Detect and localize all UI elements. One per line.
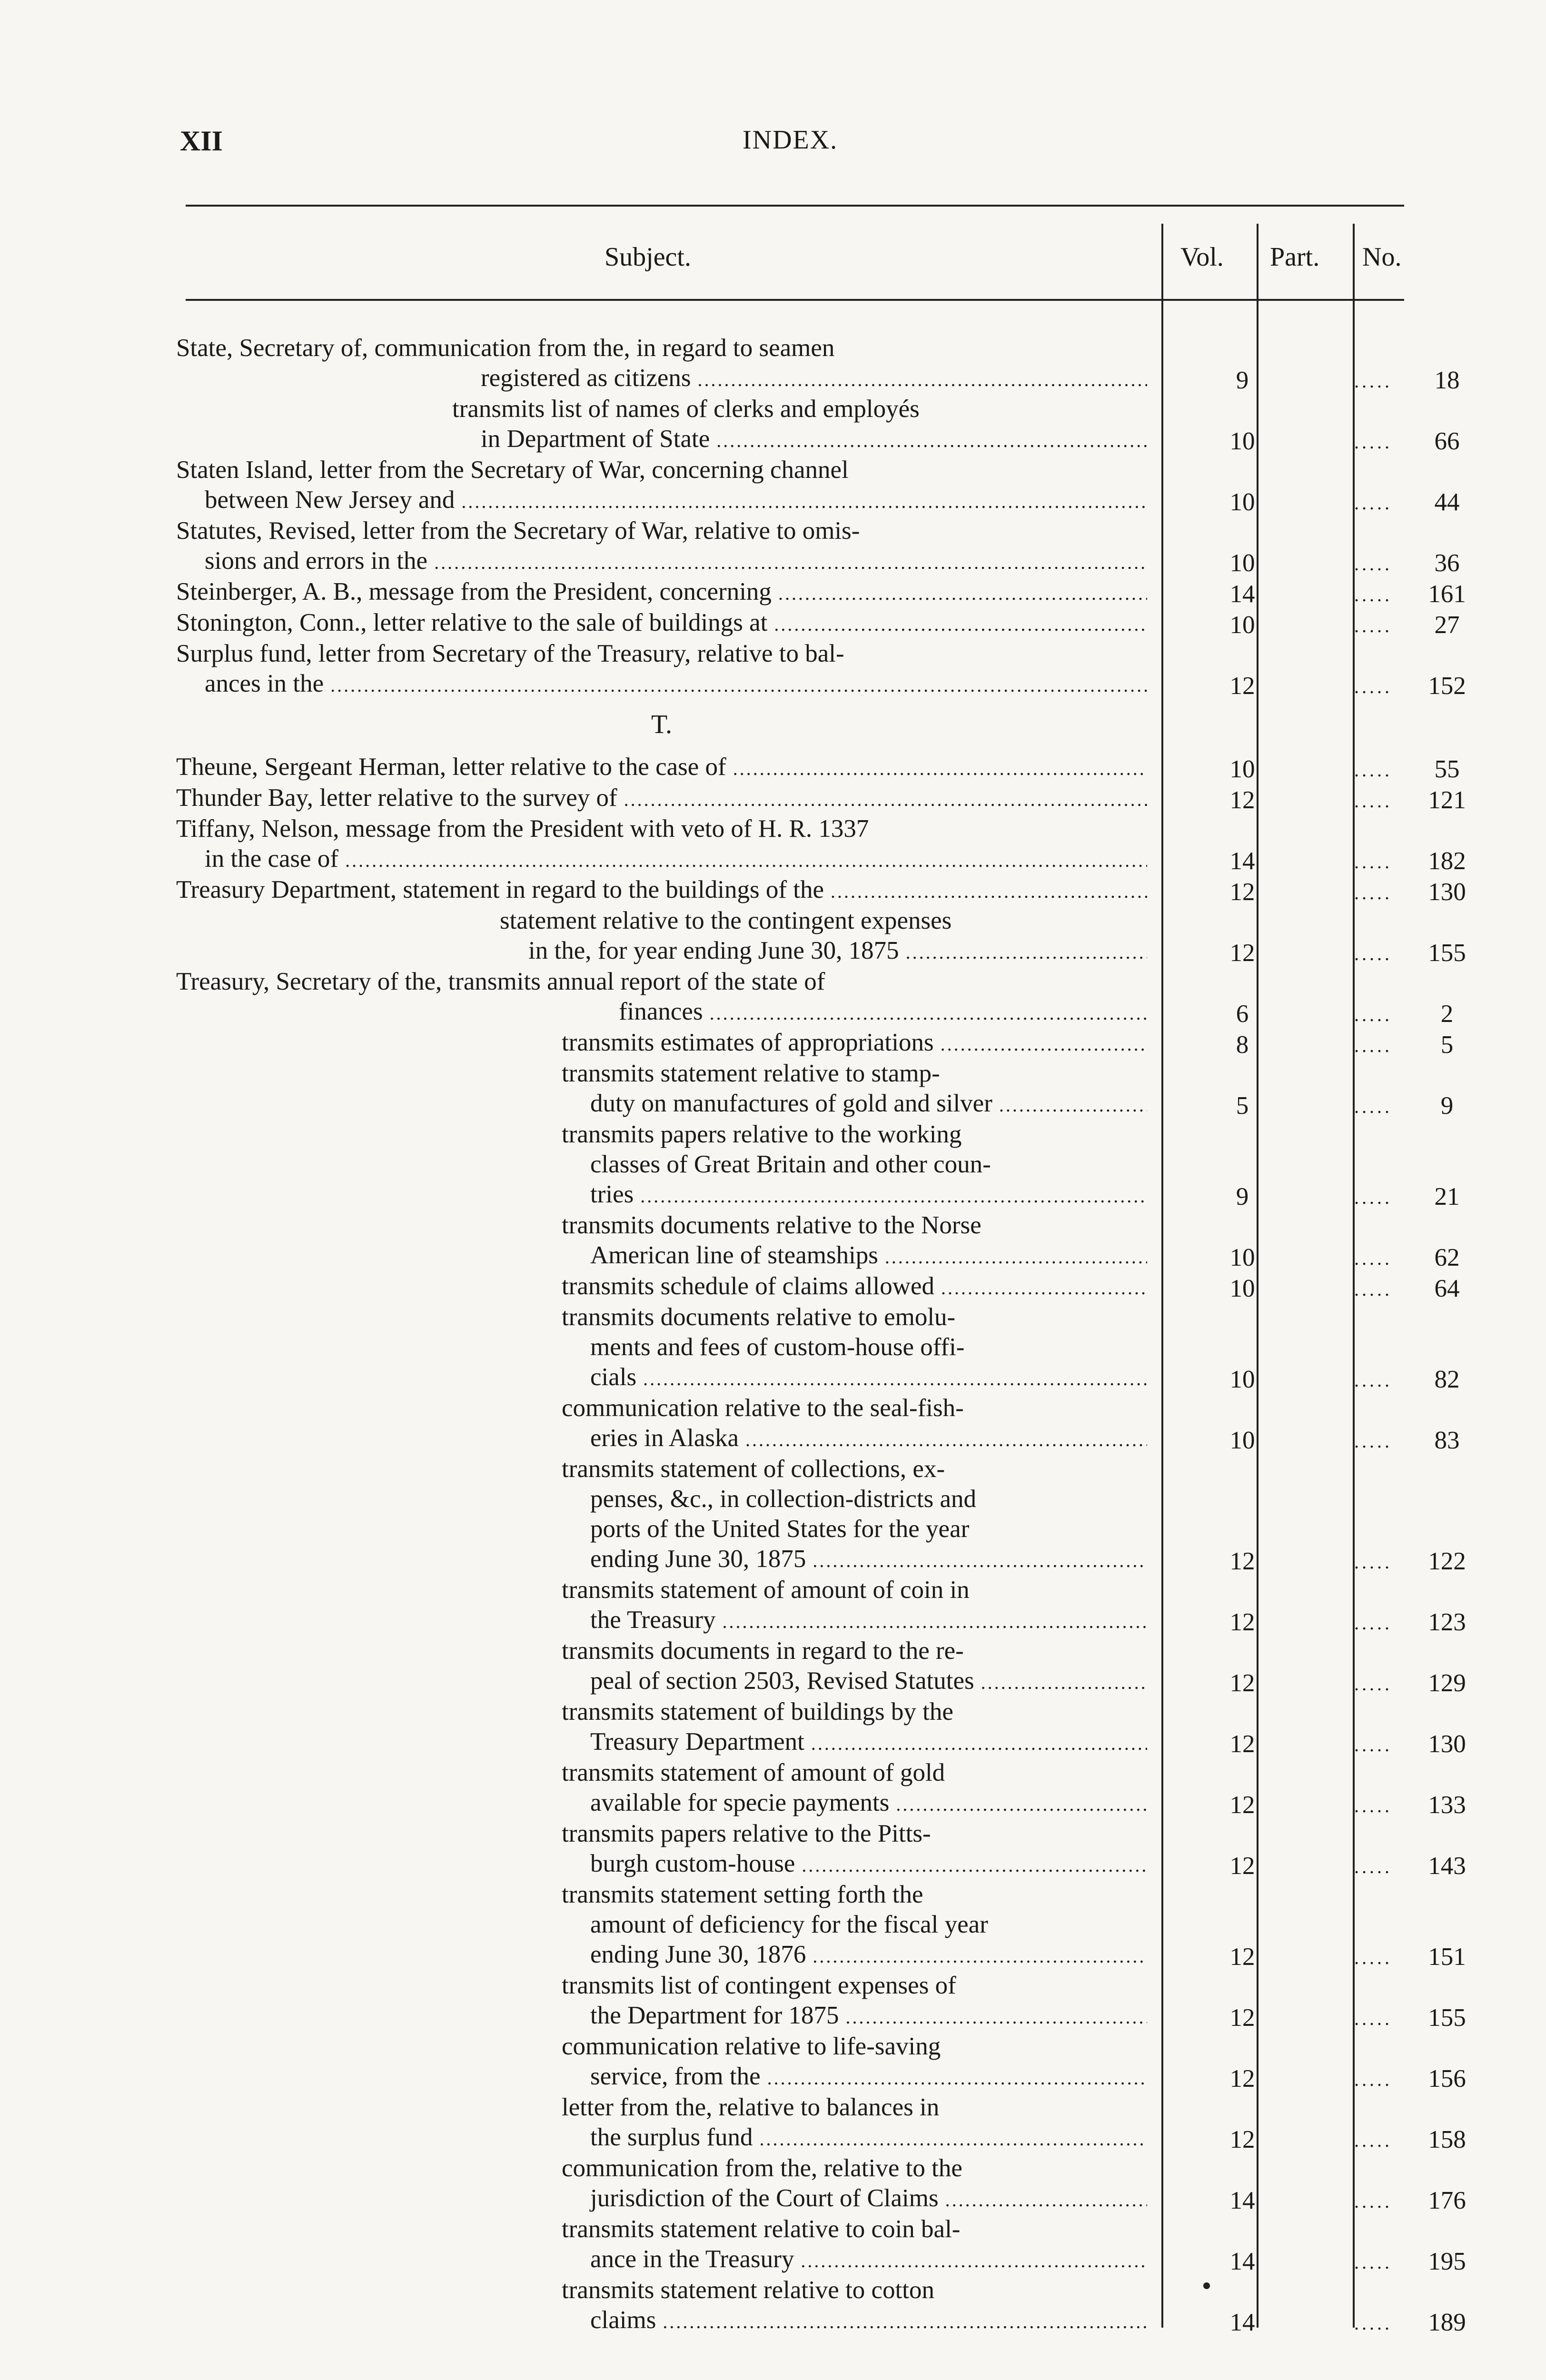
entry-subject (176, 1454, 1147, 1576)
entry-subject (176, 639, 1147, 700)
entry-part-leader: ..... (1354, 1795, 1392, 1816)
entry-subject (176, 752, 1147, 783)
subject-line: communication relative to the seal-fish- (562, 1394, 964, 1422)
subject-line: communication from the, relative to the (562, 2154, 962, 2182)
entry-volume: 10 (1229, 427, 1255, 455)
entry-number: 151 (1428, 1943, 1466, 1971)
subject-line: transmits papers relative to the Pitts- (562, 1820, 931, 1847)
entry-number: 195 (1428, 2248, 1466, 2275)
entry-subject (176, 455, 1147, 516)
entry-number: 9 (1440, 1092, 1454, 1120)
subject-line: ports of the United States for the year (590, 1515, 970, 1543)
subject-line: the surplus fund ..... (176, 2122, 1147, 2154)
entry-volume: 14 (1229, 2248, 1255, 2275)
entry-part-leader: ..... (1354, 1004, 1392, 1025)
header-bottom-rule (186, 299, 1404, 301)
subject-line: the Treasury ..... (176, 1605, 1147, 1636)
page-folio: XII (180, 125, 223, 157)
subject-line: Stonington, Conn., letter relative to the sale of buildings at ..... (176, 608, 1147, 639)
entry-subject (176, 967, 1147, 1028)
entry-volume: 12 (1229, 1669, 1255, 1697)
entry-subject (176, 1028, 1147, 1059)
entry-volume: 14 (1229, 847, 1255, 875)
entry-volume: 5 (1236, 1092, 1249, 1120)
entry-subject (176, 1697, 1147, 1758)
entry-part-leader: ..... (1354, 1279, 1392, 1300)
entry-part-leader: ..... (1354, 553, 1392, 575)
entry-subject (176, 608, 1147, 639)
entry-number: 82 (1434, 1366, 1460, 1393)
entry-part-leader: ..... (1354, 1673, 1392, 1695)
entry-volume: 12 (1229, 2065, 1255, 2092)
entry-part-leader: ..... (1354, 2008, 1392, 2029)
entry-part-leader: ..... (1354, 1369, 1392, 1391)
entry-volume: 10 (1229, 1244, 1255, 1271)
subject-line: ance in the Treasury ..... (176, 2244, 1147, 2276)
entry-number: 189 (1428, 2309, 1466, 2336)
subject-line: transmits estimates of appropriations ..... (176, 1028, 1147, 1059)
entry-number: 133 (1428, 1791, 1466, 1819)
entry-number: 130 (1428, 1730, 1466, 1758)
entry-number: 66 (1434, 427, 1460, 455)
entry-subject (176, 2153, 1147, 2215)
subject-line: State, Secretary of, communication from the, in regard to seamen (176, 334, 835, 362)
entry-number: 182 (1428, 847, 1466, 875)
entry-number: 143 (1428, 1852, 1466, 1880)
entry-volume: 12 (1229, 1943, 1255, 1971)
entry-part-leader: ..... (1354, 2191, 1392, 2212)
subject-line: classes of Great Britain and other coun- (590, 1150, 991, 1178)
subject-line: transmits papers relative to the working (562, 1121, 962, 1148)
entry-subject (176, 1271, 1147, 1303)
entry-number: 18 (1434, 367, 1460, 394)
subject-line: communication relative to life-saving (562, 2033, 941, 2060)
entry-subject (176, 1059, 1147, 1120)
section-letter: T. (651, 710, 673, 739)
entry-number: 158 (1428, 2126, 1466, 2153)
column-header-vol: Vol. (1180, 242, 1224, 272)
vol-column-divider (1161, 224, 1163, 2328)
subject-line: jurisdiction of the Court of Claims ..... (176, 2183, 1147, 2215)
entry-subject (176, 2092, 1147, 2154)
subject-line: transmits documents in regard to the re- (562, 1637, 964, 1665)
subject-line: Statutes, Revised, letter from the Secretary of War, relative to omis- (176, 517, 860, 545)
entry-volume: 12 (1229, 1608, 1255, 1636)
entry-part-leader: ..... (1354, 759, 1392, 781)
subject-line: burgh custom-house ..... (176, 1849, 1147, 1880)
entry-volume: 12 (1229, 1852, 1255, 1880)
entry-subject (176, 1302, 1147, 1394)
entry-subject (176, 875, 1147, 906)
entry-number: 44 (1434, 488, 1460, 516)
entry-subject (176, 906, 1147, 967)
entry-subject (176, 1758, 1147, 1819)
entry-number: 123 (1428, 1608, 1466, 1636)
entry-volume: 12 (1229, 939, 1255, 967)
entry-part-leader: ..... (1354, 851, 1392, 873)
subject-line: transmits documents relative to the Norse (562, 1211, 981, 1239)
entry-number: 21 (1434, 1183, 1460, 1210)
entry-part-leader: ..... (1354, 1248, 1392, 1269)
entry-volume: 10 (1229, 488, 1255, 516)
subject-line: ending June 30, 1876 ..... (176, 1940, 1147, 1971)
entry-volume: 10 (1229, 611, 1255, 639)
entry-part-leader: ..... (1354, 1035, 1392, 1056)
subject-line: transmits list of contingent expenses of (562, 1972, 956, 1999)
entry-volume: 10 (1229, 1275, 1255, 1302)
entry-part-leader: ..... (1354, 615, 1392, 636)
subject-line: peal of section 2503, Revised Statutes ..... (176, 1666, 1147, 1697)
entry-number: 121 (1428, 786, 1466, 814)
subject-line: Thunder Bay, letter relative to the survey of ..... (176, 783, 1147, 814)
entry-volume: 10 (1229, 1427, 1255, 1454)
entry-subject (176, 1636, 1147, 1697)
entry-volume: 12 (1229, 786, 1255, 814)
entry-subject (176, 1393, 1147, 1455)
entry-part-leader: ..... (1354, 584, 1392, 605)
subject-line: in the case of ..... (176, 844, 1147, 875)
entry-subject (176, 2275, 1147, 2337)
subject-line: ances in the ..... (176, 669, 1147, 700)
entry-volume: 6 (1236, 1000, 1249, 1028)
subject-line: letter from the, relative to balances in (562, 2093, 940, 2121)
entry-number: 36 (1434, 549, 1460, 577)
subject-line: transmits list of names of clerks and employés (452, 395, 920, 423)
entry-subject (176, 2214, 1147, 2276)
subject-line: the Department for 1875 ..... (176, 2001, 1147, 2032)
entry-subject (176, 1120, 1147, 1211)
entry-number: 156 (1428, 2065, 1466, 2092)
subject-line: in Department of State ..... (176, 424, 1147, 456)
entry-subject (176, 333, 1147, 395)
entry-number: 130 (1428, 878, 1466, 906)
subject-line: service, from the ..... (176, 2062, 1147, 2093)
entry-number: 64 (1434, 1275, 1460, 1302)
entry-number: 176 (1428, 2187, 1466, 2214)
entry-subject (176, 1819, 1147, 1880)
subject-line: transmits documents relative to emolu- (562, 1303, 956, 1331)
entry-volume: 12 (1229, 1791, 1255, 1819)
entry-volume: 12 (1229, 2126, 1255, 2153)
entry-number: 2 (1440, 1000, 1454, 1028)
entry-part-leader: ..... (1354, 1612, 1392, 1634)
entry-number: 155 (1428, 2004, 1466, 2032)
subject-line: statement relative to the contingent expenses (500, 907, 952, 934)
entry-subject (176, 1971, 1147, 2032)
subject-line: Tiffany, Nelson, message from the President with veto of H. R. 1337 (176, 815, 869, 843)
entry-part-leader: ..... (1354, 492, 1392, 514)
subject-line: penses, &c., in collection-districts and (590, 1485, 976, 1513)
entry-volume: 12 (1229, 672, 1255, 700)
subject-line: American line of steamships ..... (176, 1240, 1147, 1272)
entry-volume: 12 (1229, 1730, 1255, 1758)
page-mark (1203, 2282, 1210, 2289)
subject-line: duty on manufactures of gold and silver ..... (176, 1089, 1147, 1120)
subject-line: transmits statement relative to coin bal- (562, 2215, 961, 2243)
entry-part-leader: ..... (1354, 943, 1392, 964)
entry-part-leader: ..... (1354, 2251, 1392, 2273)
entry-volume: 10 (1229, 1366, 1255, 1393)
running-title: INDEX. (743, 125, 838, 155)
subject-line: transmits statement setting forth the (562, 1881, 923, 1908)
entry-part-leader: ..... (1354, 1096, 1392, 1117)
entry-volume: 12 (1229, 2004, 1255, 2032)
entry-number: 161 (1428, 580, 1466, 608)
subject-line: transmits statement relative to cotton (562, 2276, 935, 2304)
subject-line: Treasury, Secretary of the, transmits annual report of the state of (176, 968, 825, 995)
subject-line: amount of deficiency for the fiscal year (590, 1911, 988, 1938)
subject-line: claims ..... (176, 2305, 1147, 2337)
entry-number: 5 (1440, 1031, 1454, 1059)
entry-number: 129 (1428, 1669, 1466, 1697)
entry-number: 122 (1428, 1547, 1466, 1575)
entry-part-leader: ..... (1354, 676, 1392, 697)
entry-subject (176, 516, 1147, 577)
entry-volume: 9 (1236, 1183, 1249, 1210)
entry-volume: 8 (1236, 1031, 1249, 1059)
subject-line: finances ..... (176, 997, 1147, 1028)
entry-volume: 12 (1229, 1547, 1255, 1575)
subject-line: cials ..... (176, 1362, 1147, 1394)
subject-line: Surplus fund, letter from Secretary of the Treasury, relative to bal- (176, 640, 844, 667)
subject-line: ending June 30, 1875 ..... (176, 1544, 1147, 1576)
subject-line: Treasury Department ..... (176, 1727, 1147, 1758)
subject-line: transmits schedule of claims allowed ..... (176, 1271, 1147, 1303)
column-header-subject: Subject. (605, 242, 691, 272)
subject-line: sions and errors in the ..... (176, 546, 1147, 577)
entry-subject (176, 1210, 1147, 1272)
subject-line: tries ..... (176, 1180, 1147, 1211)
entry-part-leader: ..... (1354, 431, 1392, 453)
entry-volume: 9 (1236, 367, 1249, 394)
entry-subject (176, 783, 1147, 814)
entry-part-leader: ..... (1354, 370, 1392, 392)
subject-line: eries in Alaska ..... (176, 1423, 1147, 1455)
entry-part-leader: ..... (1354, 1947, 1392, 1968)
entry-part-leader: ..... (1354, 1856, 1392, 1877)
entry-subject (176, 1575, 1147, 1636)
subject-line: Steinberger, A. B., message from the President, concerning ..... (176, 577, 1147, 608)
subject-line: transmits statement of collections, ex- (562, 1455, 945, 1483)
entry-part-leader: ..... (1354, 2130, 1392, 2151)
entry-part-leader: ..... (1354, 790, 1392, 812)
subject-line: transmits statement relative to stamp- (562, 1060, 940, 1087)
entry-volume: 14 (1229, 2187, 1255, 2214)
entry-volume: 14 (1229, 2309, 1255, 2336)
subject-line: transmits statement of amount of coin in (562, 1576, 970, 1604)
column-header-part: Part. (1270, 242, 1320, 272)
entry-volume: 10 (1229, 755, 1255, 783)
subject-line: available for specie payments ..... (176, 1788, 1147, 1819)
subject-line: in the, for year ending June 30, 1875 ..... (176, 936, 1147, 967)
entry-part-leader: ..... (1354, 1187, 1392, 1208)
entry-number: 55 (1434, 755, 1460, 783)
entry-part-leader: ..... (1354, 2312, 1392, 2334)
subject-line: Theune, Sergeant Herman, letter relative to the case of ..... (176, 752, 1147, 783)
entry-subject (176, 2032, 1147, 2093)
top-rule (186, 205, 1404, 207)
entry-volume: 12 (1229, 878, 1255, 906)
entry-subject (176, 577, 1147, 608)
subject-line: transmits statement of buildings by the (562, 1698, 953, 1726)
subject-line: between New Jersey and ..... (176, 485, 1147, 516)
entry-subject (176, 1880, 1147, 1971)
entry-volume: 10 (1229, 549, 1255, 577)
entry-subject (176, 814, 1147, 875)
entry-part-leader: ..... (1354, 1734, 1392, 1755)
entry-part-leader: ..... (1354, 882, 1392, 903)
subject-line: Staten Island, letter from the Secretary of War, concerning channel (176, 456, 849, 484)
entry-number: 27 (1434, 611, 1460, 639)
subject-line: transmits statement of amount of gold (562, 1759, 945, 1786)
subject-line: Treasury Department, statement in regard to the buildings of the ..... (176, 875, 1147, 906)
column-header-no: No. (1362, 242, 1402, 272)
entry-part-leader: ..... (1354, 1430, 1392, 1452)
entry-part-leader: ..... (1354, 2069, 1392, 2090)
entry-number: 152 (1428, 672, 1466, 700)
entry-number: 155 (1428, 939, 1466, 967)
entry-number: 83 (1434, 1427, 1460, 1454)
entry-volume: 14 (1229, 580, 1255, 608)
entry-part-leader: ..... (1354, 1551, 1392, 1573)
entry-subject (176, 394, 1147, 456)
subject-line: registered as citizens ..... (176, 363, 1147, 395)
entry-number: 62 (1434, 1244, 1460, 1271)
subject-line: ments and fees of custom-house offi- (590, 1333, 965, 1361)
